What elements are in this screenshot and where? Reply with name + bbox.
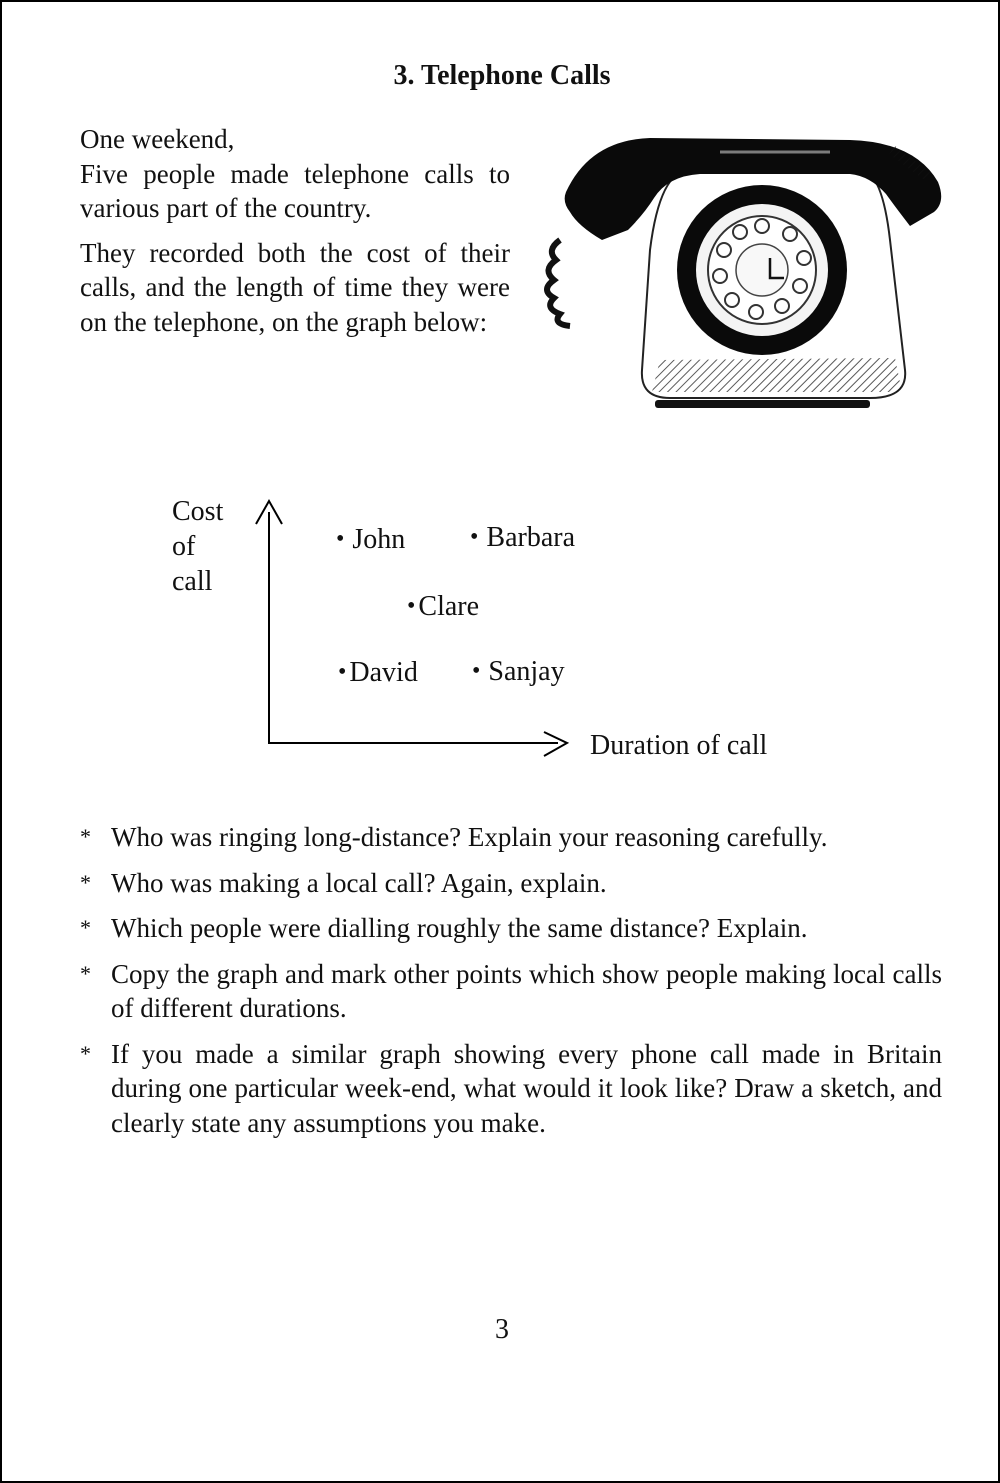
point-marker: • [472, 658, 481, 684]
y-axis-label-line-2: of [172, 531, 196, 562]
question-text: If you made a similar graph showing every phone call made in Britain during one particular week-end, what would it look like? Draw a sketch, and clearly state any assumptions you make. [111, 1038, 942, 1138]
question-marker: * [80, 960, 91, 986]
question-item [80, 957, 942, 1026]
x-axis [268, 742, 558, 744]
question-marker: * [80, 824, 91, 849]
y-axis-label-line-3: call [172, 566, 213, 597]
intro-paragraph-1 [80, 122, 510, 226]
page-number: 3 [495, 1314, 509, 1345]
question-list [80, 820, 942, 1151]
page-title: 3. Telephone Calls [393, 60, 611, 91]
question-text: Which people were dialling roughly the same distance? Explain. [111, 913, 808, 943]
intro-text [80, 122, 510, 349]
question-text: Copy the graph and mark other points which show people making local calls of different durations. [111, 958, 942, 1023]
question-item [80, 1037, 942, 1141]
y-axis-arrow [254, 498, 286, 526]
point-marker: • [470, 524, 479, 550]
data-point-barbara [470, 522, 575, 554]
data-point-sanjay [472, 656, 565, 688]
question-marker: * [80, 869, 91, 895]
point-label: John [352, 524, 406, 555]
question-marker: * [80, 915, 91, 940]
data-point-clare [407, 591, 479, 623]
question-item [80, 820, 942, 855]
point-marker: • [407, 593, 416, 619]
point-label: Sanjay [488, 656, 565, 687]
x-axis-arrow [542, 730, 570, 758]
point-label: Clare [418, 591, 480, 622]
intro-line-1: One weekend, [80, 124, 235, 154]
x-axis-label: Duration of call [590, 730, 768, 761]
data-point-david [338, 657, 418, 689]
point-marker: • [338, 659, 347, 685]
point-label: David [349, 657, 418, 688]
point-marker: • [336, 526, 345, 552]
intro-paragraph-2: They recorded both the cost of their calls, and the length of time they were on the telephone, on the graph below: [80, 237, 510, 337]
question-item [80, 911, 942, 946]
y-axis-label-line-1: Cost [172, 496, 224, 527]
y-axis-label [172, 494, 223, 599]
telephone-illustration [530, 130, 950, 420]
question-item [80, 866, 942, 901]
point-label: Barbara [486, 522, 576, 553]
data-point-john [336, 524, 405, 556]
intro-line-2: Five people made telephone calls to various part of the country. [80, 158, 510, 223]
y-axis [268, 512, 270, 744]
question-text: Who was making a local call? Again, explain. [111, 867, 607, 898]
question-marker: * [80, 1040, 91, 1066]
question-text: Who was ringing long-distance? Explain your reasoning carefully. [111, 822, 828, 852]
